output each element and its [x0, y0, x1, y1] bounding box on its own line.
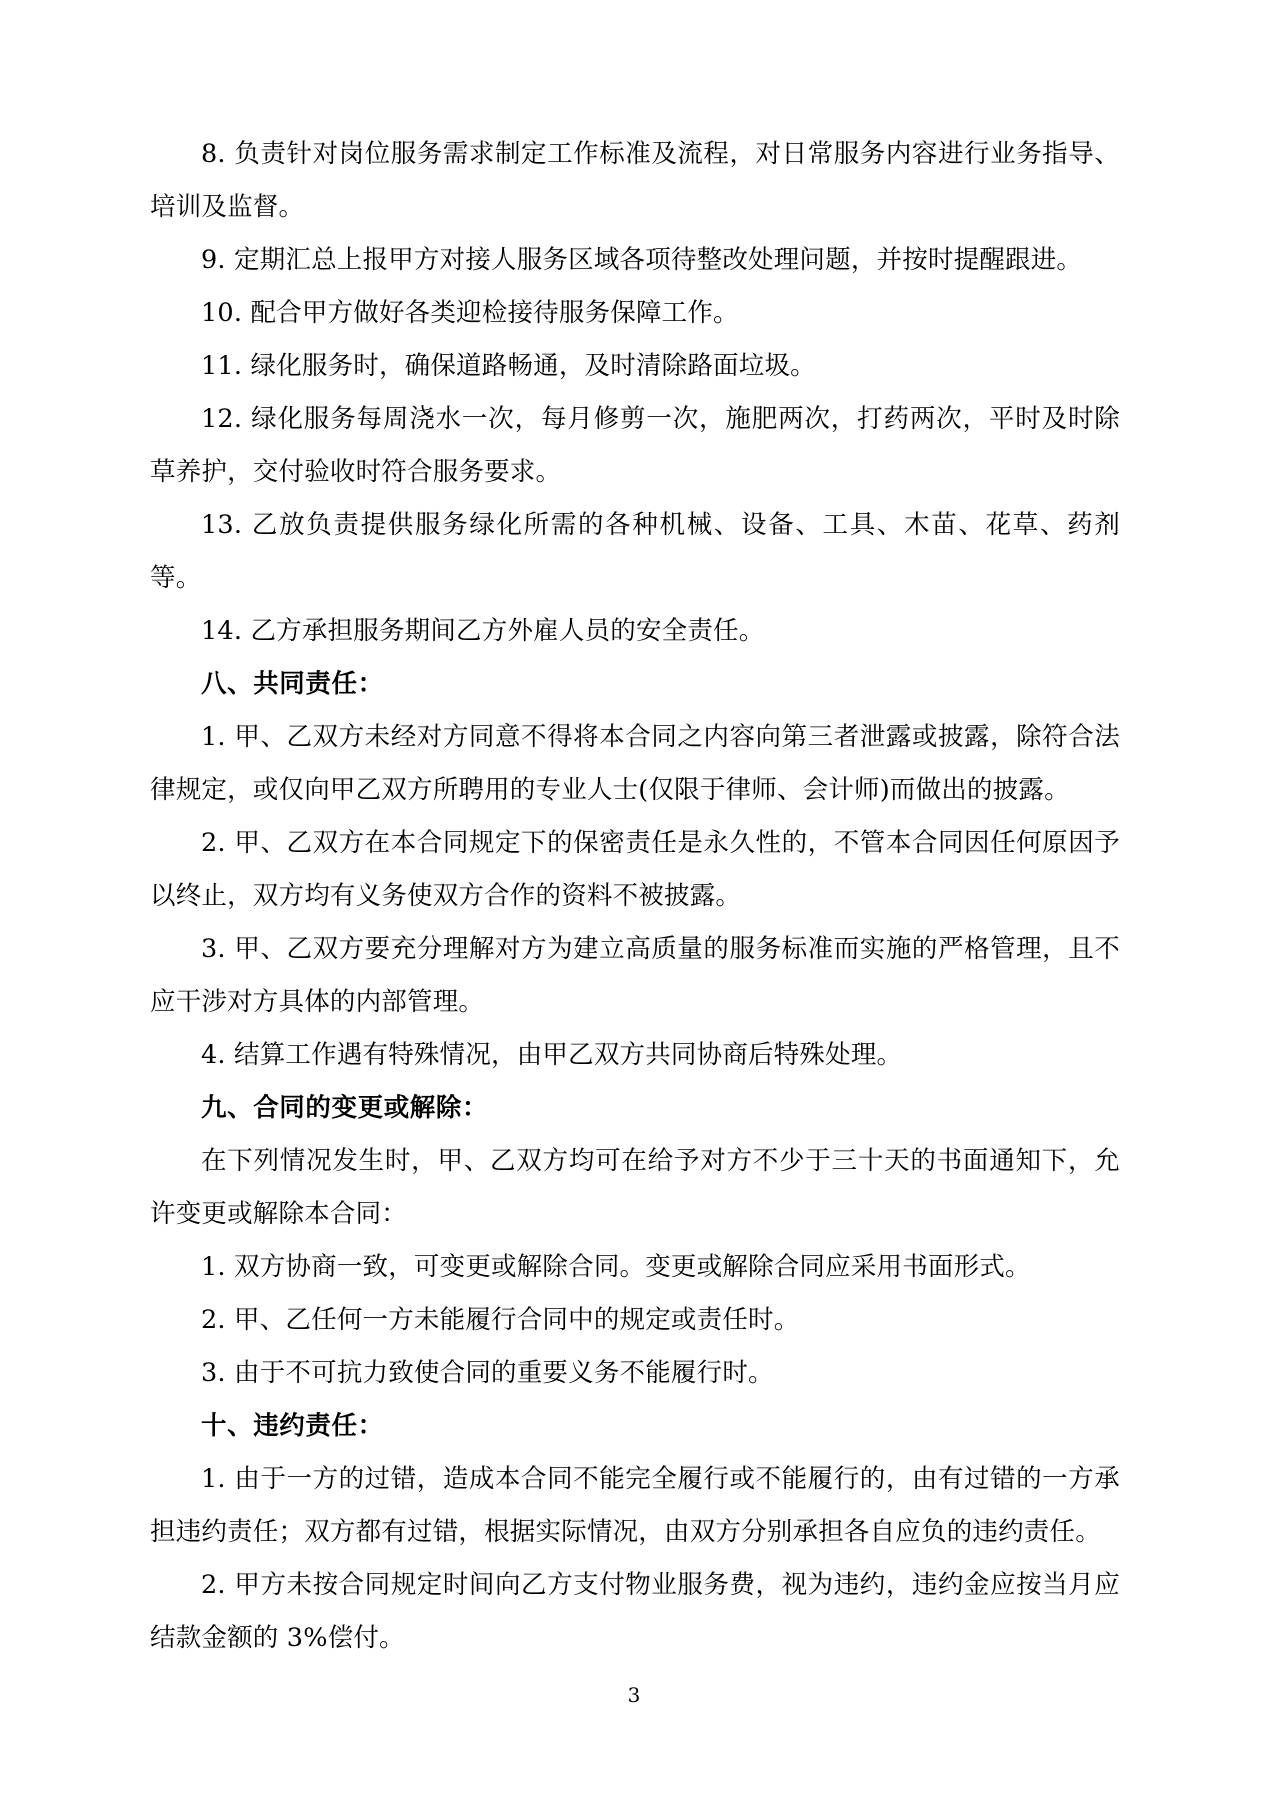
clause-9-item-3: 3. 由于不可抗力致使合同的重要义务不能履行时。 — [201, 1358, 774, 1388]
document-body — [150, 128, 1120, 1665]
clause-7-item-12: 12. 绿化服务每周浇水一次，每月修剪一次，施肥两次，打药两次，平时及时除草养护，交付验收时符合服务要求。 — [150, 404, 1120, 487]
clause-10-item-2: 2. 甲方未按合同规定时间向乙方支付物业服务费，视为违约，违约金应按当月应结款金额的 3%偿付。 — [150, 1570, 1120, 1653]
clause-8-item-4: 4. 结算工作遇有特殊情况，由甲乙双方共同协商后特殊处理。 — [201, 1040, 903, 1070]
section-heading-8: 八、共同责任： — [201, 669, 384, 699]
clause-7-item-13: 13. 乙放负责提供服务绿化所需的各种机械、设备、工具、木苗、花草、药剂等。 — [150, 510, 1120, 593]
clause-9-item-1: 1. 双方协商一致，可变更或解除合同。变更或解除合同应采用书面形式。 — [201, 1252, 1031, 1282]
section-heading-10: 十、违约责任： — [201, 1411, 384, 1441]
section-heading-9: 九、合同的变更或解除： — [201, 1093, 489, 1123]
clause-8-item-2: 2. 甲、乙双方在本合同规定下的保密责任是永久性的，不管本合同因任何原因予以终止，双方均有义务使双方合作的资料不被披露。 — [150, 828, 1120, 911]
clause-7-item-9: 9. 定期汇总上报甲方对接人服务区域各项待整改处理问题，并按时提醒跟进。 — [201, 245, 1083, 275]
clause-8-item-1: 1. 甲、乙双方未经对方同意不得将本合同之内容向第三者泄露或披露，除符合法律规定，或仅向甲乙双方所聘用的专业人士(仅限于律师、会计师)而做出的披露。 — [150, 722, 1120, 805]
clause-7-item-11: 11. 绿化服务时，确保道路畅通，及时清除路面垃圾。 — [201, 351, 816, 381]
clause-9-item-2: 2. 甲、乙任何一方未能履行合同中的规定或责任时。 — [201, 1305, 800, 1335]
clause-8-item-3: 3. 甲、乙双方要充分理解对方为建立高质量的服务标准而实施的严格管理，且不应干涉对方具体的内部管理。 — [150, 934, 1120, 1017]
clause-7-item-8: 8. 负责针对岗位服务需求制定工作标准及流程，对日常服务内容进行业务指导、培训及监督。 — [150, 139, 1120, 222]
page-number: 3 — [627, 1683, 641, 1707]
clause-7-item-10: 10. 配合甲方做好各类迎检接待服务保障工作。 — [201, 298, 739, 328]
clause-9-intro: 在下列情况发生时，甲、乙双方均可在给予对方不少于三十天的书面通知下，允许变更或解除本合同： — [150, 1146, 1120, 1229]
clause-7-item-14: 14. 乙方承担服务期间乙方外雇人员的安全责任。 — [201, 616, 765, 646]
clause-10-item-1: 1. 由于一方的过错，造成本合同不能完全履行或不能履行的，由有过错的一方承担违约责任；双方都有过错，根据实际情况，由双方分别承担各自应负的违约责任。 — [150, 1464, 1120, 1547]
